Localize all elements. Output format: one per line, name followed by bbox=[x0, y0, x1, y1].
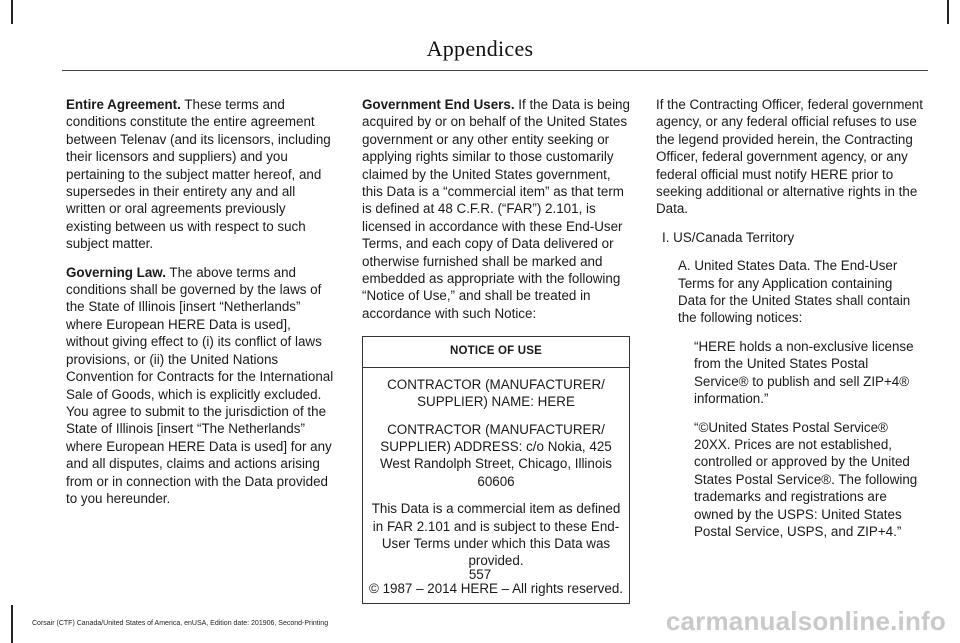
paragraph-lead: Entire Agreement. bbox=[66, 97, 181, 112]
notice-of-use-box bbox=[362, 336, 630, 604]
paragraph-lead: Government End Users. bbox=[362, 97, 515, 112]
crop-mark-top-right bbox=[947, 0, 949, 24]
notice-line: CONTRACTOR (MANUFACTURER/ SUPPLIER) ADDRESS: c/o Nokia, 425 West Randolph Street, Chicago, Illinois 60606 bbox=[380, 421, 612, 489]
paragraph-text: If the Data is being acquired by or on behalf of the United States government or any other entity seeking or applying rights similar to those customarily claimed by the United States government, this Data is a “commercial item” as that term is defined at 48 C.F.R. (“FAR”) 2.101, is licensed in accordance with these End-User Terms, and each copy of Data delivered or otherwise furnished shall be marked and embedded as appropriate with the following “Notice of Use,” and shall be treated in accordance with such Notice: bbox=[362, 97, 630, 321]
paragraph-contracting-officer: If the Contracting Officer, federal government agency, or any federal official refuses to use the legend provided herein, the Contracting Officer, federal government agency, or any federal official must notify HERE prior to seeking additional or alternative rights in the Data. bbox=[656, 97, 923, 217]
paragraph-entire-agreement bbox=[66, 96, 334, 253]
paragraph-text: The above terms and conditions shall be governed by the laws of the State of Illinois [insert “Netherlands” where European HERE Data is used], without giving effect to (i) its conflict of laws provisions, or (ii) the United Nations Convention for Contracts for the International Sale of Goods, which is explicitly excluded. You agree to submit to the jurisdiction of the State of Illinois [insert “The Netherlands” where European HERE Data is used] for any and all disputes, claims and actions arising from or in connection with the Data provided to you hereunder. bbox=[66, 264, 334, 506]
paragraph-governing-law bbox=[66, 264, 334, 508]
paragraph-lead: Governing Law. bbox=[66, 264, 166, 280]
quoted-notice: “HERE holds a non-exclusive license from the United States Postal Service® to publish and sell ZIP+4® information.” bbox=[694, 338, 914, 407]
section-heading: I. US/Canada Territory bbox=[662, 229, 795, 245]
subsection-paragraph: A. United States Data. The End-User Terms for any Application containing Data for the United States shall contain the following notices: bbox=[678, 258, 911, 326]
footer-edition: Corsair (CTF) Canada/United States of America, enUSA, Edition date: 201906, Second-Printing bbox=[32, 620, 329, 627]
paragraph-government-end-users bbox=[362, 96, 630, 322]
watermark: carmanualsonline.info bbox=[665, 606, 946, 636]
crop-mark-bottom-left bbox=[11, 605, 13, 643]
column-middle bbox=[362, 96, 630, 604]
paragraph-text: These terms and conditions constitute the entire agreement between Telenav (and its licensors, including their licensors and suppliers) and you pertaining to the subject matter hereof, and supersedes in their entirety any and all written or oral agreements previously existing between us with respect to such subject matter. bbox=[66, 97, 331, 252]
column-right bbox=[656, 96, 924, 551]
page-title: Appendices bbox=[426, 36, 534, 61]
notice-line: CONTRACTOR (MANUFACTURER/ SUPPLIER) NAME: HERE bbox=[387, 376, 605, 410]
notice-line: © 1987 – 2014 HERE – All rights reserved. bbox=[368, 580, 623, 596]
page-number: 557 bbox=[468, 567, 492, 582]
column-left bbox=[66, 96, 334, 518]
crop-mark-top-left bbox=[11, 0, 13, 24]
notice-heading: NOTICE OF USE bbox=[363, 337, 629, 367]
notice-line: This Data is a commercial item as defined in FAR 2.101 and is subject to these End-User Terms under which this Data was provided. bbox=[371, 501, 621, 569]
header-divider bbox=[62, 70, 928, 71]
quoted-notice: “©United States Postal Service® 20XX. Prices are not established, controlled or approved by the United States Postal Service®. The following trademarks and registrations are owned by the USPS: United States Postal Service, USPS, and ZIP+4.” bbox=[694, 419, 918, 539]
